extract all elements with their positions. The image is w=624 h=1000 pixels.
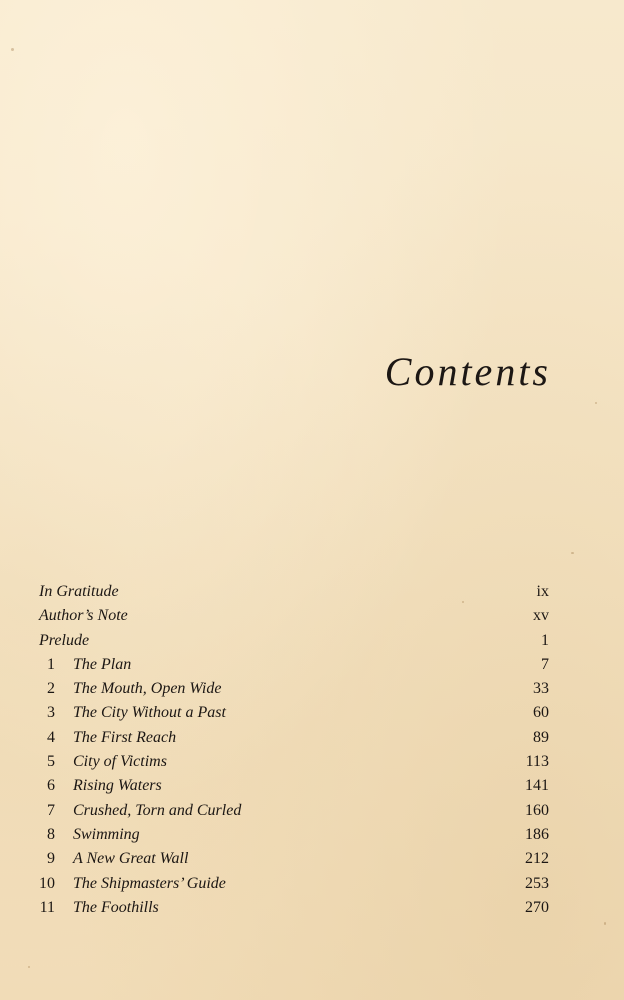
toc-entry-page: 270 <box>525 898 549 916</box>
toc-entry-page: 1 <box>541 631 549 649</box>
toc-entry-chapter[interactable] <box>39 774 549 798</box>
toc-entry-page: 160 <box>525 801 549 819</box>
chapter-title: The Plan <box>73 655 132 673</box>
toc-entry-chapter[interactable] <box>39 653 549 677</box>
toc-entry-chapter[interactable] <box>39 872 549 896</box>
chapter-title: The First Reach <box>73 728 177 746</box>
toc-entry-page: 60 <box>533 704 549 722</box>
toc-entry-page: 141 <box>525 777 549 795</box>
chapter-title: The Mouth, Open Wide <box>73 680 222 698</box>
chapter-title: Swimming <box>73 825 140 843</box>
toc-entry-page: 113 <box>525 753 549 771</box>
chapter-title: City of Victims <box>73 753 167 771</box>
toc-entry-chapter[interactable] <box>39 823 549 847</box>
toc-entry-chapter[interactable] <box>39 726 549 750</box>
chapter-title: A New Great Wall <box>73 850 189 868</box>
chapter-title: The Shipmasters’ Guide <box>73 874 226 892</box>
toc-entry-chapter[interactable] <box>39 896 549 920</box>
toc-entry-page: 212 <box>525 850 549 868</box>
toc-entry-page: 253 <box>525 874 549 892</box>
toc-entry-title: Prelude <box>39 631 90 649</box>
toc-entry-front[interactable] <box>39 629 549 653</box>
toc-entry-front[interactable] <box>39 604 549 628</box>
contents-heading: Contents <box>384 349 551 394</box>
chapter-number: 5 <box>47 753 55 771</box>
chapter-number: 9 <box>47 850 55 868</box>
toc-entry-page: 186 <box>525 825 549 843</box>
toc-entry-chapter[interactable] <box>39 750 549 774</box>
toc-entry-page: ix <box>536 583 549 600</box>
paper-speck <box>28 966 30 968</box>
toc-entry-title: Author’s Note <box>39 607 128 625</box>
toc-entry-front[interactable] <box>39 580 549 604</box>
toc-entry-title: In Gratitude <box>39 583 119 600</box>
paper-speck <box>571 552 574 554</box>
paper-speck <box>11 48 14 51</box>
chapter-title: The City Without a Past <box>73 704 226 722</box>
chapter-number: 2 <box>47 680 55 698</box>
chapter-title: The Foothills <box>73 898 159 916</box>
toc-entry-chapter[interactable] <box>39 701 549 725</box>
paper-speck <box>595 402 597 404</box>
toc-entry-page: 89 <box>533 728 549 746</box>
chapter-number: 1 <box>47 655 55 673</box>
toc-entry-page: xv <box>533 607 549 625</box>
chapter-number: 7 <box>47 801 55 819</box>
chapter-number: 11 <box>39 898 55 916</box>
table-of-contents <box>39 580 549 920</box>
chapter-title: Rising Waters <box>73 777 162 795</box>
chapter-number: 10 <box>39 874 55 892</box>
toc-entry-page: 33 <box>533 680 549 698</box>
chapter-number: 8 <box>47 825 55 843</box>
toc-entry-page: 7 <box>541 655 549 673</box>
chapter-number: 3 <box>47 704 55 722</box>
paper-speck <box>604 922 606 925</box>
chapter-title: Crushed, Torn and Curled <box>73 801 242 819</box>
toc-entry-chapter[interactable] <box>39 799 549 823</box>
toc-entry-chapter[interactable] <box>39 677 549 701</box>
chapter-number: 4 <box>47 728 55 746</box>
chapter-number: 6 <box>47 777 55 795</box>
toc-entry-chapter[interactable] <box>39 847 549 871</box>
